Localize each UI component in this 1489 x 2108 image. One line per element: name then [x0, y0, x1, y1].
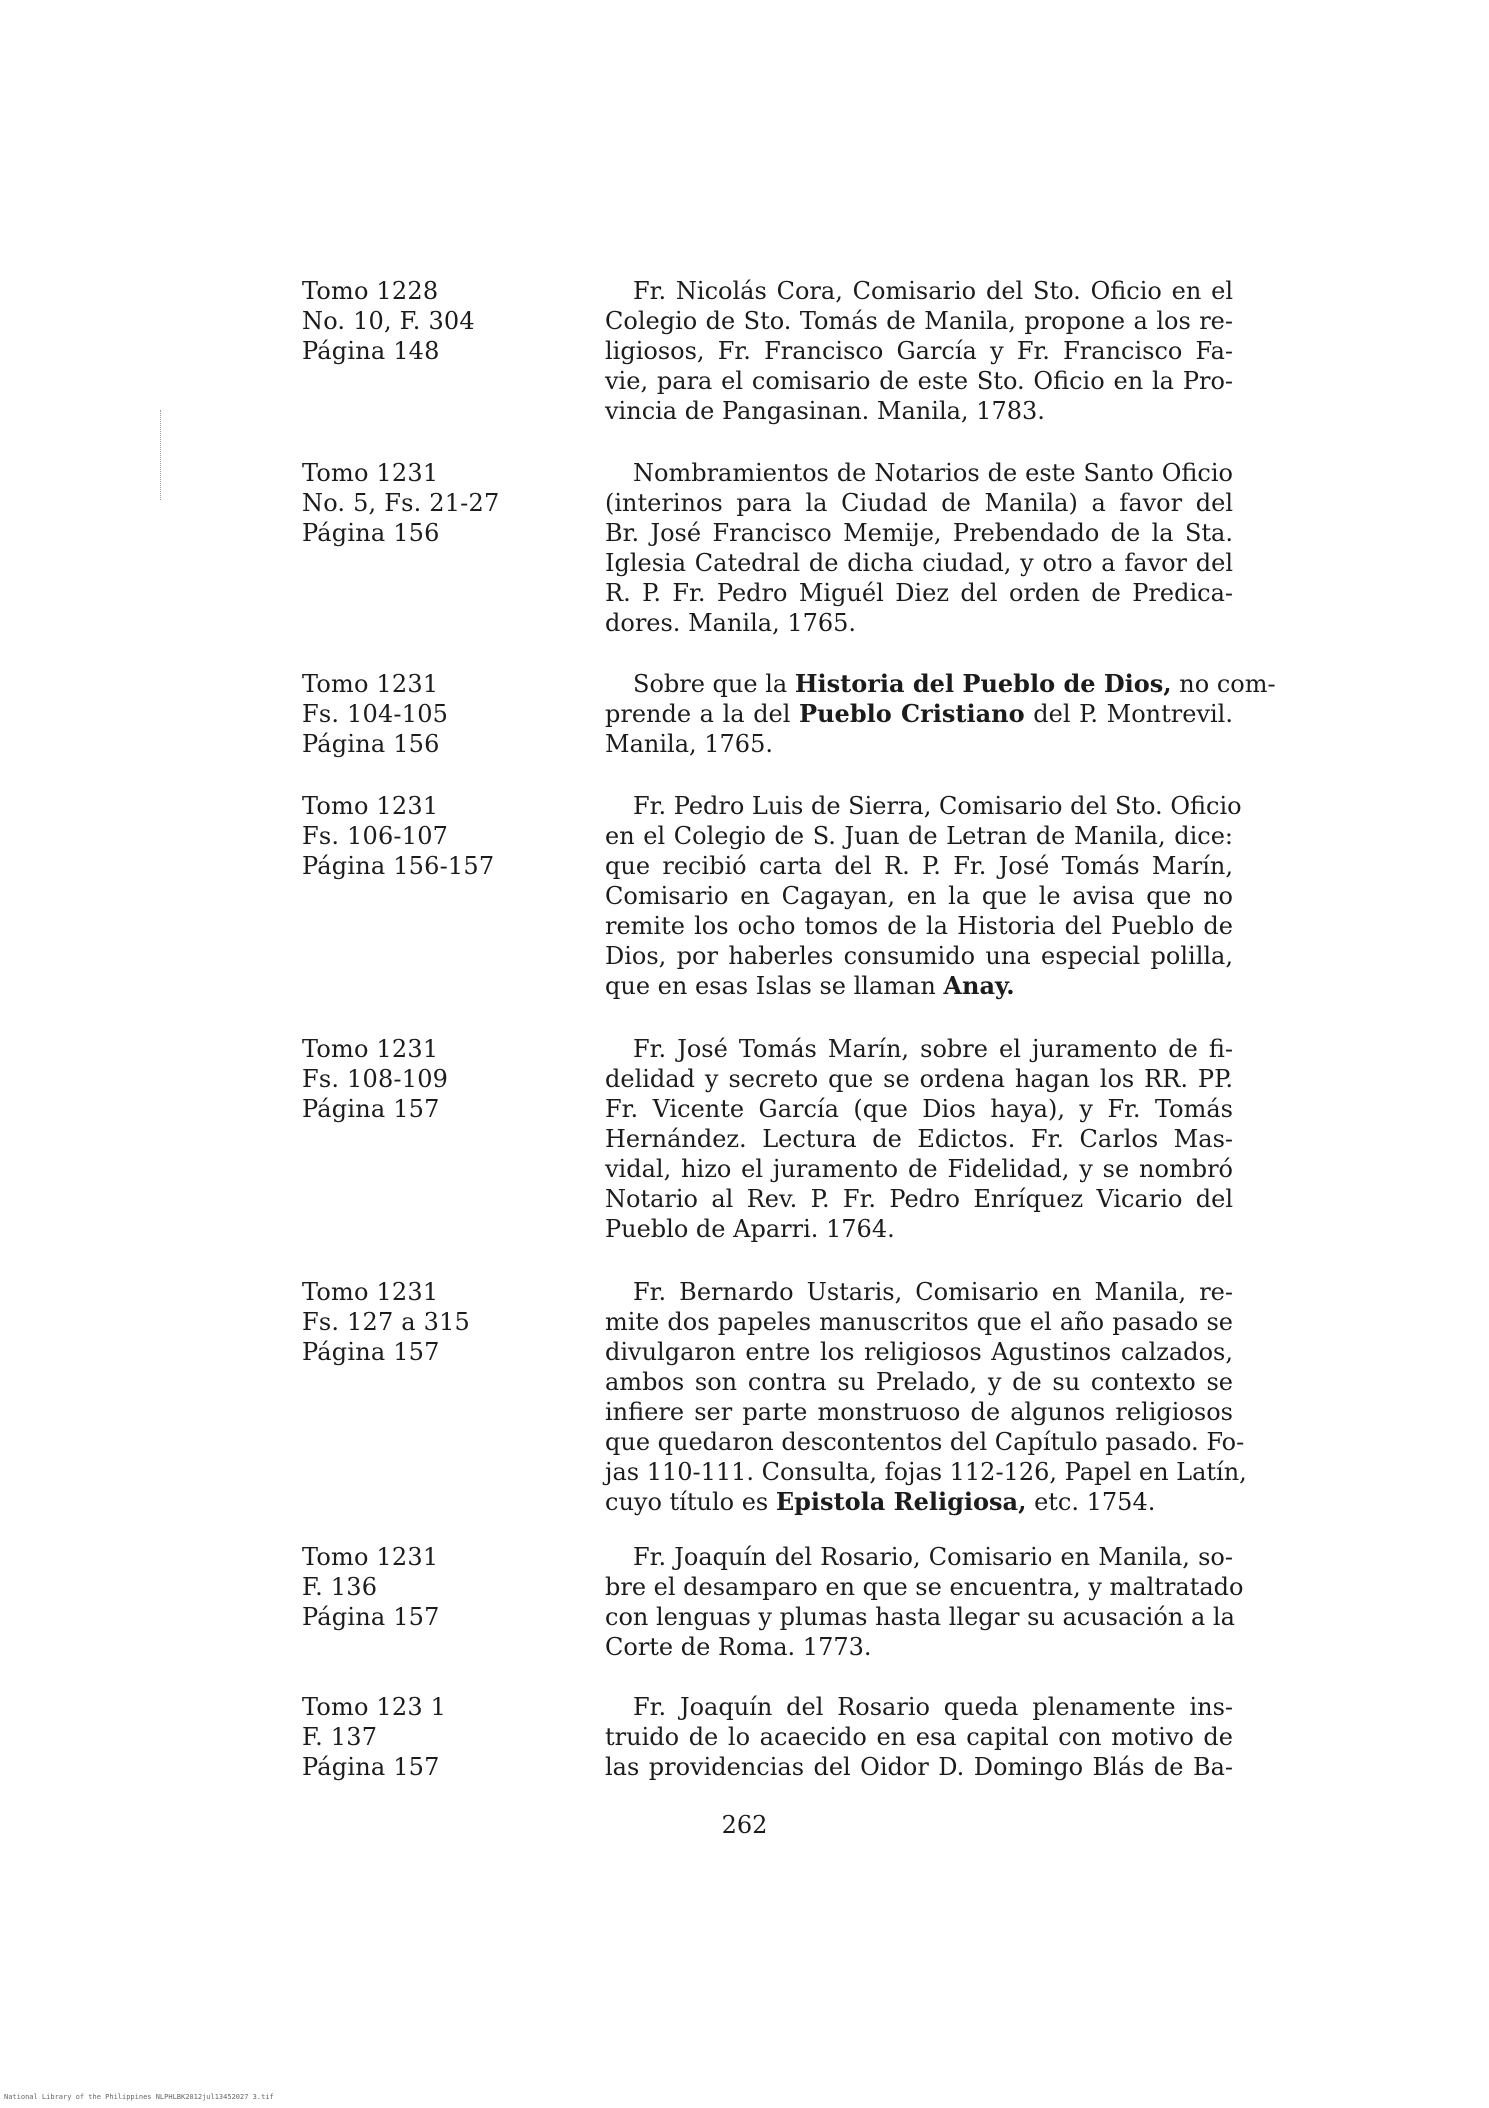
reference-volume: Tomo 1228: [302, 277, 439, 305]
archive-reference: [302, 1692, 532, 1782]
reference-folio: Fs. 127 a 315: [302, 1308, 471, 1336]
description-line: Br. José Francisco Memije, Prebendado de la Sta.: [605, 519, 1233, 547]
reference-volume: Tomo 1231: [302, 670, 439, 698]
entry-description: [605, 791, 1242, 1001]
reference-volume: Tomo 123 1: [302, 1693, 447, 1721]
bold-title-epistola: Epistola Religiosa,: [775, 1487, 1027, 1516]
reference-folio: F. 136: [302, 1573, 378, 1601]
description-line: Hernández. Lectura de Edictos. Fr. Carlos Mas-: [605, 1125, 1233, 1153]
archive-reference: [302, 791, 532, 881]
text-run: Sobre que la: [633, 670, 795, 698]
entry-description: [605, 458, 1233, 638]
description-line: Fr. José Tomás Marín, sobre el juramento de fi-: [633, 1035, 1233, 1063]
description-line: [605, 971, 1233, 1001]
archive-reference: [302, 669, 532, 759]
description-line: Iglesia Catedral de dicha ciudad, y otro a favor del: [605, 549, 1233, 577]
reference-page: Página 157: [302, 1095, 440, 1123]
description-line: Fr. Vicente García (que Dios haya), y Fr. Tomás: [605, 1095, 1233, 1123]
description-line: divulgaron entre los religiosos Agustinos calzados,: [605, 1338, 1233, 1366]
description-line: vidal, hizo el juramento de Fidelidad, y se nombró: [605, 1155, 1233, 1183]
entry-description: [605, 1277, 1247, 1517]
description-line: jas 110-111. Consulta, fojas 112-126, Papel en Latín,: [605, 1458, 1247, 1486]
reference-page: Página 157: [302, 1753, 440, 1781]
reference-folio: No. 5, Fs. 21-27: [302, 489, 500, 517]
reference-page: Página 156: [302, 730, 440, 758]
reference-volume: Tomo 1231: [302, 1278, 439, 1306]
reference-volume: Tomo 1231: [302, 1543, 439, 1571]
description-line: Fr. Joaquín del Rosario, Comisario en Manila, so-: [633, 1543, 1233, 1571]
reference-folio: Fs. 104-105: [302, 700, 449, 728]
reference-folio: No. 10, F. 304: [302, 307, 475, 335]
description-line: Fr. Pedro Luis de Sierra, Comisario del Sto. Oficio: [633, 792, 1242, 820]
description-line: R. P. Fr. Pedro Miguél Diez del orden de Predica-: [605, 579, 1233, 607]
reference-page: Página 157: [302, 1603, 440, 1631]
text-run: cuyo título es: [605, 1488, 776, 1516]
reference-volume: Tomo 1231: [302, 792, 439, 820]
entry-description: [605, 669, 1276, 759]
description-line: infiere ser parte monstruoso de algunos religiosos: [605, 1398, 1233, 1426]
description-line: en el Colegio de S. Juan de Letran de Manila, dice:: [605, 822, 1233, 850]
archive-reference: [302, 276, 532, 366]
reference-folio: Fs. 106-107: [302, 822, 449, 850]
reference-page: Página 156: [302, 519, 440, 547]
description-line: Fr. Joaquín del Rosario queda plenamente ins-: [633, 1693, 1233, 1721]
bold-title-pueblo-cristiano: Pueblo Cristiano: [799, 699, 1025, 728]
text-run: que en esas Islas se llaman: [605, 972, 944, 1000]
description-line: ligiosos, Fr. Francisco García y Fr. Francisco Fa-: [605, 337, 1233, 365]
description-line: las providencias del Oidor D. Domingo Blás de Ba-: [605, 1753, 1233, 1781]
reference-volume: Tomo 1231: [302, 1035, 439, 1063]
text-run: no com-: [1171, 670, 1276, 698]
description-line: Manila, 1765.: [605, 730, 773, 758]
description-line: Fr. Bernardo Ustaris, Comisario en Manila, re-: [633, 1278, 1233, 1306]
text-run: etc. 1754.: [1026, 1488, 1156, 1516]
description-line: bre el desamparo en que se encuentra, y maltratado: [605, 1573, 1244, 1601]
description-line: vie, para el comisario de este Sto. Oficio en la Pro-: [605, 367, 1233, 395]
description-line: [605, 699, 1233, 729]
reference-folio: F. 137: [302, 1723, 378, 1751]
entry-description: [605, 1542, 1244, 1662]
scan-footer-caption: National Library of the Philippines NLPHLBK2012jul13452027 3.tif: [4, 2093, 274, 2101]
archive-reference: [302, 1277, 532, 1367]
description-line: mite dos papeles manuscritos que el año pasado se: [605, 1308, 1233, 1336]
entry-description: [605, 1034, 1233, 1244]
description-line: [605, 1487, 1233, 1517]
description-line: que quedaron descontentos del Capítulo pasado. Fo-: [605, 1428, 1245, 1456]
bold-title-historia: Historia del Pueblo de Dios,: [794, 669, 1172, 698]
archive-reference: [302, 1542, 532, 1632]
description-line: con lenguas y plumas hasta llegar su acusación a la: [605, 1603, 1235, 1631]
description-line: que recibió carta del R. P. Fr. José Tomás Marín,: [605, 852, 1233, 880]
text-run: prende a la del: [605, 700, 800, 728]
archive-reference: [302, 1034, 532, 1124]
description-line: vincia de Pangasinan. Manila, 1783.: [605, 397, 1045, 425]
description-line: [605, 669, 1276, 699]
description-line: Corte de Roma. 1773.: [605, 1633, 872, 1661]
description-line: truido de lo acaecido en esa capital con motivo de: [605, 1723, 1233, 1751]
reference-page: Página 157: [302, 1338, 440, 1366]
description-line: Dios, por haberles consumido una especial polilla,: [605, 942, 1233, 970]
reference-page: Página 148: [302, 337, 440, 365]
page-number: 262: [721, 1811, 768, 1839]
reference-folio: Fs. 108-109: [302, 1065, 449, 1093]
description-line: Nombramientos de Notarios de este Santo Oficio: [633, 459, 1233, 487]
description-line: Notario al Rev. P. Fr. Pedro Enríquez Vicario del: [605, 1185, 1233, 1213]
description-line: Comisario en Cagayan, en la que le avisa que no: [605, 882, 1233, 910]
description-line: Fr. Nicolás Cora, Comisario del Sto. Oficio en el: [633, 277, 1233, 305]
description-line: remite los ocho tomos de la Historia del Pueblo de: [605, 912, 1233, 940]
archive-reference: [302, 458, 532, 548]
scan-margin-mark: [160, 410, 162, 500]
description-line: Pueblo de Aparri. 1764.: [605, 1215, 895, 1243]
description-line: Colegio de Sto. Tomás de Manila, propone a los re-: [605, 307, 1233, 335]
entry-description: [605, 276, 1233, 426]
description-line: (interinos para la Ciudad de Manila) a favor del: [605, 489, 1233, 517]
entry-description: [605, 1692, 1233, 1782]
reference-volume: Tomo 1231: [302, 459, 439, 487]
text-run: del P. Montrevil.: [1024, 700, 1233, 728]
bold-term-anay: Anay.: [943, 971, 1015, 1000]
description-line: delidad y secreto que se ordena hagan los RR. PP.: [605, 1065, 1233, 1093]
description-line: ambos son contra su Prelado, y de su contexto se: [605, 1368, 1233, 1396]
reference-page: Página 156-157: [302, 852, 495, 880]
description-line: dores. Manila, 1765.: [605, 609, 857, 637]
